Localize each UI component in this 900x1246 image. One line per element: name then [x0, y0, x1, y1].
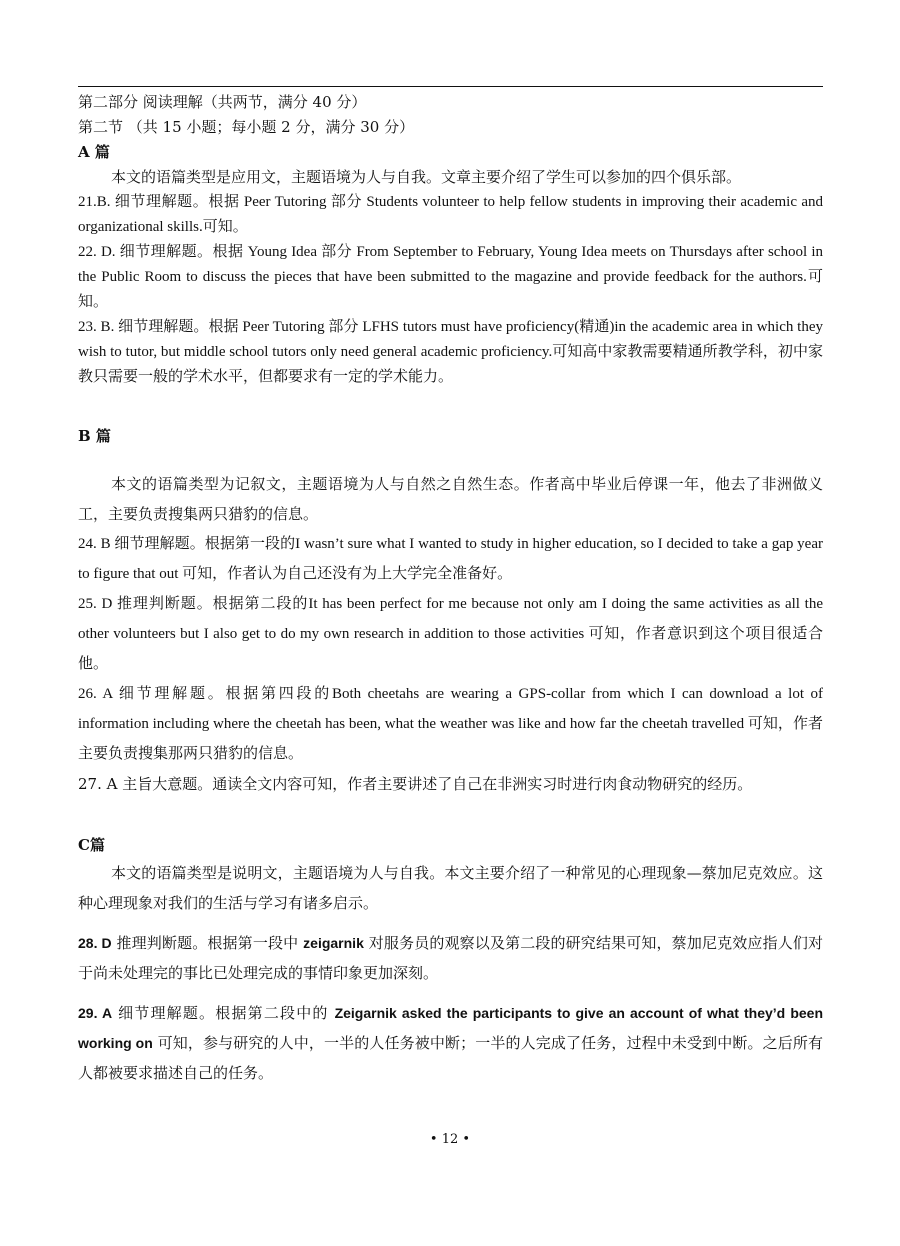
part-title: 第二部分 阅读理解（共两节，满分 40 分） — [78, 93, 367, 111]
answer-29-number: 29. A — [78, 1005, 113, 1021]
answer-29 — [78, 998, 823, 1088]
answer-24: 24. B 细节理解题。根据第一段的I wasn’t sure what I wanted to study in higher education, so I decided to take a gap year to figure that out 可知，作者认为自己还没有为上大学完全准备好。 — [78, 536, 823, 582]
answer-29-text: 细节理解题。根据第二段中的 — [112, 1004, 335, 1022]
answer-key-content — [78, 90, 823, 1088]
answer-29-keyword: Zeigarnik asked the participants to give an account of what they’d been working on — [78, 1005, 823, 1051]
answer-28-rest: 对服务员的观察以及第二段的研究结果可知，蔡加尼克效应指人们对于尚未处理完的事比已处理完成的事情印象更加深刻。 — [78, 934, 823, 982]
answer-29-rest: 可知，参与研究的人中，一半的人任务被中断；一半的人完成了任务，过程中未受到中断。之后所有人都被要求描述自己的任务。 — [78, 1034, 823, 1082]
section-title: 第二节 （共 15 小题；每小题 2 分，满分 30 分） — [78, 118, 415, 136]
answer-25: 25. D 推理判断题。根据第二段的It has been perfect for me because not only am I doing the same activities as all the other volunteers but I also get to do my own research in addition to those activities 可知，作者意识到这个项目很适合他。 — [78, 596, 823, 672]
answer-28-text: 推理判断题。根据第一段中 — [111, 934, 304, 952]
header-rule — [78, 86, 823, 87]
passage-b-label: B 篇 — [78, 427, 111, 445]
answer-26: 26. A 细节理解题。根据第四段的Both cheetahs are wearing a GPS-collar from which I can download a lot of information including where the cheetah has been, what the weather was like and how far the cheetah travelled 可知，作者主要负责搜集那两只猎豹的信息。 — [78, 686, 823, 762]
answer-28-keyword: zeigarnik — [303, 935, 364, 951]
answer-22: 22. D. 细节理解题。根据 Young Idea 部分 From September to February, Young Idea meets on Thursdays after school in the Public Room to discuss the pieces that have been submitted to the magazine and provide feedback for the authors.可知。 — [78, 244, 823, 310]
answer-23: 23. B. 细节理解题。根据 Peer Tutoring 部分 LFHS tutors must have proficiency(精通)in the academic area in which they wish to tutor, but middle school tutors only need general academic proficiency.可知高中家教需要精通所教学科，初中家教只需要一般的学术水平，但都要求有一定的学术能力。 — [78, 319, 823, 385]
passage-a-summary: 本文的语篇类型是应用文，主题语境为人与自我。文章主要介绍了学生可以参加的四个俱乐部。 — [111, 168, 742, 186]
passage-b-summary: 本文的语篇类型为记叙文，主题语境为人与自然之自然生态。作者高中毕业后停课一年，他去了非洲做义工，主要负责搜集两只猎豹的信息。 — [78, 475, 823, 523]
answer-21: 21.B. 细节理解题。根据 Peer Tutoring 部分 Students volunteer to help fellow students in improving their academic and organizational skills.可知。 — [78, 194, 823, 235]
passage-c-label: C篇 — [78, 836, 105, 854]
passage-a-label: A 篇 — [78, 143, 110, 161]
page-number: • 12 • — [429, 1132, 471, 1147]
passage-c-summary: 本文的语篇类型是说明文，主题语境为人与自我。本文主要介绍了一种常见的心理现象—蔡加尼克效应。这种心理现象对我们的生活与学习有诸多启示。 — [78, 864, 823, 912]
answer-28 — [78, 928, 823, 988]
answer-28-number: 28. D — [78, 935, 112, 951]
answer-27: 27. A 主旨大意题。通读全文内容可知，作者主要讲述了自己在非洲实习时进行肉食动物研究的经历。 — [78, 775, 753, 793]
